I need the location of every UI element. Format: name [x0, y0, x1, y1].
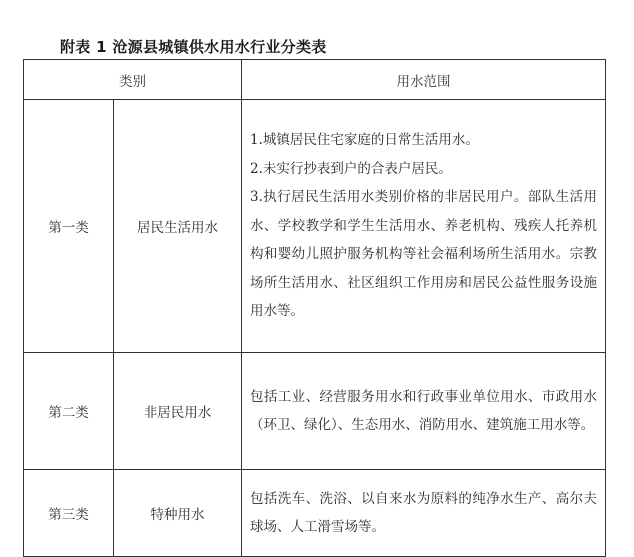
row-scope	[242, 353, 606, 470]
row-class: 第二类	[24, 353, 114, 470]
water-category-table	[23, 59, 606, 557]
row-type: 非居民用水	[114, 353, 242, 470]
table-header-row	[24, 60, 606, 100]
table-title: 附表 1 沧源县城镇供水用水行业分类表	[60, 38, 327, 56]
scope-item: 包括洗车、洗浴、以自来水为原料的纯净水生产、高尔夫球场、人工滑雪场等。	[250, 490, 597, 535]
row-type: 特种用水	[114, 470, 242, 557]
row-scope	[242, 470, 606, 557]
scope-item: 2.未实行抄表到户的合表户居民。	[250, 160, 452, 177]
row-type: 居民生活用水	[114, 100, 242, 353]
header-category: 类别	[24, 60, 242, 100]
row-class: 第一类	[24, 100, 114, 353]
table-row	[24, 470, 606, 557]
header-scope: 用水范围	[242, 60, 606, 100]
row-scope	[242, 100, 606, 353]
scope-item: 1.城镇居民住宅家庭的日常生活用水。	[250, 132, 479, 149]
scope-item: 3.执行居民生活用水类别价格的非居民用户。部队生活用水、学校教学和学生生活用水、养老机构、残疾人托养机构和婴幼儿照护服务机构等社会福利场所生活用水。宗教场所生活用水、社区组织工作用房和居民公益性服务设施用水等。	[250, 189, 597, 320]
scope-item: 包括工业、经营服务用水和行政事业单位用水、市政用水（环卫、绿化）、生态用水、消防用水、建筑施工用水等。	[250, 388, 597, 433]
table-row	[24, 353, 606, 470]
table-row	[24, 100, 606, 353]
row-class: 第三类	[24, 470, 114, 557]
